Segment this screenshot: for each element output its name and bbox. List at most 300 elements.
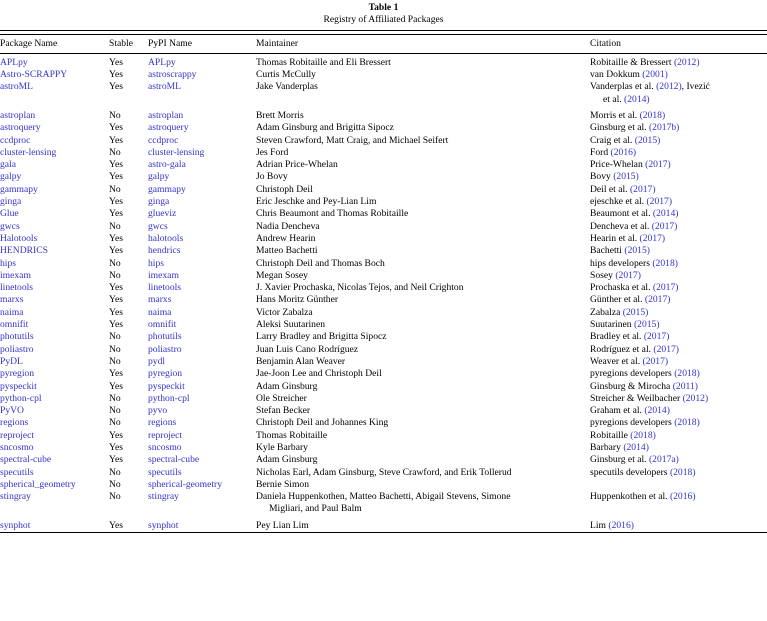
cell-stable: Yes	[109, 122, 123, 134]
cell-citation	[590, 307, 767, 319]
citation-authors: Suutarinen	[590, 319, 634, 331]
package-name-link[interactable]: regions	[0, 417, 29, 429]
cell-citation	[590, 233, 767, 245]
citation-year-link[interactable]: (2018)	[674, 368, 700, 380]
maintainer-line: Nicholas Earl, Adam Ginsburg, Steve Crawford, and Erik Tollerud	[256, 466, 512, 478]
pypi-name-link[interactable]: ccdproc	[148, 134, 179, 146]
package-name-link[interactable]: pyregion	[0, 368, 35, 380]
cell-stable: No	[109, 257, 121, 269]
cell-pypi-name	[148, 356, 256, 368]
pypi-name-link[interactable]: gammapy	[148, 183, 186, 195]
cell-package-name	[0, 147, 109, 159]
maintainer-line: Pey Lian Lim	[256, 519, 309, 531]
citation-authors: Graham et al.	[590, 405, 645, 417]
cell-package-name	[0, 307, 109, 319]
citation-authors: Deil et al.	[590, 183, 630, 195]
cell-package-name	[0, 196, 109, 208]
column-header-maintainer: Maintainer	[256, 37, 299, 49]
pypi-name-link[interactable]: specutils	[148, 466, 182, 478]
package-name-link[interactable]: photutils	[0, 331, 34, 343]
cell-stable: No	[109, 417, 121, 429]
package-name-link[interactable]: galpy	[0, 171, 22, 183]
cell-pypi-name	[148, 135, 256, 147]
cell-stable: Yes	[109, 134, 123, 146]
citation-year-link[interactable]: (2016)	[608, 519, 634, 531]
table-row	[0, 110, 767, 122]
cell-package-name	[0, 294, 109, 306]
cell-maintainer	[256, 344, 590, 356]
cell-maintainer	[256, 381, 590, 393]
table-row	[0, 405, 767, 417]
citation-authors: van Dokkum	[590, 69, 643, 81]
citation-authors: Huppenkothen et al.	[590, 491, 670, 503]
pypi-name-link[interactable]: pyregion	[148, 368, 183, 380]
table-title: Registry of Affiliated Packages	[323, 14, 444, 26]
pypi-name-link[interactable]: pydl	[148, 355, 166, 367]
citation-authors: Zabalza	[590, 306, 623, 318]
cell-maintainer	[256, 282, 590, 294]
pypi-name-link[interactable]: omnifit	[148, 319, 177, 331]
cell-pypi-name	[148, 294, 256, 306]
cell-package-name	[0, 270, 109, 282]
citation-year-link[interactable]: (2015)	[633, 319, 660, 331]
cell-package-name	[0, 171, 109, 183]
cell-stable: No	[109, 183, 121, 195]
cell-pypi-name	[148, 442, 256, 454]
package-name-link[interactable]: HENDRICS	[0, 245, 48, 257]
cell-pypi-name	[148, 147, 256, 159]
package-name-link[interactable]: APLpy	[0, 56, 28, 68]
cell-pypi-name	[148, 331, 256, 343]
pypi-name-link[interactable]: regions	[148, 417, 177, 429]
cell-stable: No	[109, 343, 121, 355]
citation-year-link[interactable]: (2018)	[639, 109, 666, 121]
cell-citation	[590, 520, 767, 533]
column-header-row	[0, 34, 767, 53]
package-name-link[interactable]: spectral-cube	[0, 454, 52, 466]
pypi-name-link[interactable]: naima	[148, 306, 172, 318]
maintainer-line: Aleksi Suutarinen	[256, 319, 326, 331]
cell-citation	[590, 258, 767, 270]
cell-stable: No	[109, 491, 121, 503]
citation-authors: Morris et al.	[590, 109, 640, 121]
cell-maintainer	[256, 110, 590, 122]
cell-stable: Yes	[109, 368, 123, 380]
cell-stable: No	[109, 355, 121, 367]
citation-year-link[interactable]: (2011)	[672, 380, 698, 392]
cell-citation	[590, 417, 767, 429]
maintainer-line: Curtis McCully	[256, 69, 316, 81]
maintainer-line: Christoph Deil and Johannes King	[256, 417, 389, 429]
pypi-name-link[interactable]: astro-gala	[148, 159, 186, 171]
citation-authors: hips developers	[590, 257, 653, 269]
cell-package-name	[0, 54, 109, 69]
column-header-citation: Citation	[590, 37, 621, 49]
pypi-name-link[interactable]: glueviz	[148, 208, 177, 220]
maintainer-line: Christoph Deil and Thomas Boch	[256, 257, 385, 269]
pypi-name-link[interactable]: pyspeckit	[148, 380, 185, 392]
pypi-name-link[interactable]: poliastro	[148, 343, 182, 355]
affiliated-packages-table	[0, 30, 767, 533]
table-row	[0, 479, 767, 491]
cell-citation	[590, 69, 767, 81]
cell-citation	[590, 221, 767, 233]
maintainer-line: Christoph Deil	[256, 183, 313, 195]
table-row	[0, 442, 767, 454]
package-name-link[interactable]: hips	[0, 257, 16, 269]
table-row	[0, 319, 767, 331]
pypi-name-link[interactable]: hendrics	[148, 245, 181, 257]
maintainer-line: Adam Ginsburg and Brigitta Sipocz	[256, 122, 394, 134]
package-name-link[interactable]: PyDL	[0, 355, 23, 367]
citation-authors: Bradley et al.	[590, 331, 644, 343]
package-name-link[interactable]: PyVO	[0, 405, 24, 417]
cell-citation	[590, 122, 767, 134]
pypi-name-link[interactable]: python-cpl	[148, 392, 190, 404]
cell-citation	[590, 467, 767, 479]
cell-maintainer	[256, 520, 590, 533]
package-name-link[interactable]: sncosmo	[0, 442, 34, 453]
pypi-name-link[interactable]: photutils	[148, 331, 182, 343]
cell-package-name	[0, 282, 109, 294]
table-row	[0, 467, 767, 479]
cell-package-name	[0, 467, 109, 479]
table-row	[0, 159, 767, 171]
cell-citation	[590, 442, 767, 454]
maintainer-line: Nadia Dencheva	[256, 220, 320, 232]
citation-year-link[interactable]: (2017)	[639, 232, 666, 244]
citation-year-link[interactable]: (2018)	[652, 257, 678, 269]
pypi-name-link[interactable]: astroquery	[148, 122, 189, 134]
citation-year-link[interactable]: (2017)	[642, 355, 669, 367]
cell-pypi-name	[148, 184, 256, 196]
citation-year-link[interactable]: (2017a)	[648, 454, 679, 466]
pypi-name-link[interactable]: stingray	[148, 491, 179, 503]
table-row	[0, 233, 767, 245]
pypi-name-link[interactable]: imexam	[148, 269, 179, 281]
pypi-name-link[interactable]: astroscrappy	[148, 69, 197, 81]
package-name-link[interactable]: ccdproc	[0, 134, 31, 146]
cell-stable: Yes	[109, 306, 123, 318]
cell-citation	[590, 184, 767, 196]
citation-authors: Hearin et al.	[590, 232, 640, 244]
column-header-stable: Stable	[109, 37, 133, 49]
cell-package-name	[0, 319, 109, 331]
maintainer-line: Kyle Barbary	[256, 442, 308, 453]
cell-pypi-name	[148, 208, 256, 220]
citation-year-link[interactable]: (2014)	[644, 405, 670, 417]
pypi-name-link[interactable]: spectral-cube	[148, 454, 200, 466]
cell-stable: No	[109, 405, 121, 417]
citation-authors: specutils developers	[590, 466, 670, 478]
package-name-link[interactable]: pyspeckit	[0, 380, 37, 392]
cell-citation	[590, 147, 767, 159]
pypi-name-link[interactable]: cluster-lensing	[148, 146, 205, 158]
maintainer-line-continued: Migliari, and Paul Balm	[269, 503, 362, 515]
maintainer-line: Brett Morris	[256, 109, 304, 121]
cell-package-name	[0, 122, 109, 134]
table-row	[0, 430, 767, 442]
citation-authors: Ginsburg et al.	[590, 122, 649, 134]
citation-year-link[interactable]: (2017)	[629, 183, 656, 195]
cell-stable: Yes	[109, 56, 123, 68]
cell-stable: Yes	[109, 319, 123, 331]
table-body	[0, 54, 767, 533]
citation-year-link[interactable]: (2017)	[653, 343, 679, 355]
pypi-name-link[interactable]: synphot	[148, 519, 179, 531]
cell-pypi-name	[148, 54, 256, 69]
maintainer-line: Eric Jeschke and Pey-Lian Lim	[256, 196, 377, 208]
cell-package-name	[0, 245, 109, 257]
table-caption	[0, 0, 767, 26]
cell-maintainer	[256, 159, 590, 171]
table-row	[0, 208, 767, 220]
cell-maintainer	[256, 208, 590, 220]
cell-pypi-name	[148, 467, 256, 479]
package-name-link[interactable]: cluster-lensing	[0, 146, 57, 158]
pypi-name-link[interactable]: marxs	[148, 294, 172, 306]
pypi-name-link[interactable]: spherical-geometry	[148, 478, 223, 490]
maintainer-line: Jae-Joon Lee and Christoph Deil	[256, 368, 382, 380]
citation-year-link[interactable]: (2012)	[656, 81, 682, 93]
cell-package-name	[0, 159, 109, 171]
citation-authors: ejeschke et al.	[590, 196, 647, 208]
maintainer-line: Megan Sosey	[256, 269, 308, 281]
cell-pypi-name	[148, 520, 256, 533]
cell-citation	[590, 282, 767, 294]
maintainer-line: Daniela Huppenkothen, Matteo Bachetti, Abigail Stevens, Simone	[256, 491, 511, 503]
cell-maintainer	[256, 479, 590, 491]
cell-stable: Yes	[109, 245, 123, 257]
cell-citation	[590, 479, 767, 491]
cell-stable: No	[109, 109, 121, 121]
citation-year-link[interactable]: (2014)	[623, 442, 649, 453]
cell-maintainer	[256, 171, 590, 183]
maintainer-line: Benjamin Alan Weaver	[256, 355, 346, 367]
citation-authors: Weaver et al.	[590, 355, 643, 367]
cell-pypi-name	[148, 159, 256, 171]
package-name-link[interactable]: reproject	[0, 429, 35, 441]
citation-year-link[interactable]: (2017)	[644, 294, 671, 306]
maintainer-line: Jake Vanderplas	[256, 81, 318, 93]
cell-citation	[590, 331, 767, 343]
cell-package-name	[0, 430, 109, 442]
citation-year-link[interactable]: (2017)	[645, 159, 671, 171]
citation-year-link[interactable]: (2015)	[624, 245, 650, 257]
cell-stable: Yes	[109, 196, 123, 208]
cell-pypi-name	[148, 122, 256, 134]
citation-authors-second: , Ivezić	[681, 81, 710, 93]
maintainer-line: Chris Beaumont and Thomas Robitaille	[256, 208, 409, 220]
citation-year-link[interactable]: (2017)	[643, 331, 670, 343]
maintainer-line: Andrew Hearin	[256, 232, 316, 244]
package-name-link[interactable]: gammapy	[0, 183, 38, 195]
citation-year-link[interactable]: (2014)	[652, 208, 679, 220]
cell-package-name	[0, 368, 109, 380]
cell-pypi-name	[148, 405, 256, 417]
cell-citation	[590, 270, 767, 282]
cell-maintainer	[256, 245, 590, 257]
cell-package-name	[0, 233, 109, 245]
maintainer-line: Adrian Price-Whelan	[256, 159, 338, 171]
table-row	[0, 221, 767, 233]
citation-authors: Rodríguez et al.	[590, 343, 654, 355]
citation-year-link[interactable]: (2017)	[646, 196, 673, 208]
cell-maintainer	[256, 147, 590, 159]
table-row	[0, 69, 767, 81]
table-row	[0, 184, 767, 196]
package-name-link[interactable]: specutils	[0, 466, 34, 478]
citation-year-link-second[interactable]: (2014)	[624, 93, 650, 105]
cell-stable: Yes	[109, 208, 123, 220]
citation-year-link[interactable]: (2001)	[642, 69, 668, 81]
cell-pypi-name	[148, 221, 256, 233]
package-name-link[interactable]: naima	[0, 306, 24, 318]
cell-maintainer	[256, 442, 590, 454]
cell-pypi-name	[148, 319, 256, 331]
cell-package-name	[0, 135, 109, 147]
maintainer-line: Jes Ford	[256, 146, 289, 158]
citation-authors: Robitaille	[590, 429, 631, 441]
citation-year-link[interactable]: (2017)	[651, 220, 678, 232]
package-name-link[interactable]: marxs	[0, 294, 24, 306]
cell-citation	[590, 393, 767, 405]
package-name-link[interactable]: stingray	[0, 491, 31, 503]
pypi-name-link[interactable]: ginga	[148, 196, 170, 208]
cell-package-name	[0, 344, 109, 356]
cell-package-name	[0, 491, 109, 516]
cell-stable: No	[109, 331, 121, 343]
pypi-name-link[interactable]: astroML	[148, 81, 182, 93]
cell-pypi-name	[148, 491, 256, 516]
cell-maintainer	[256, 54, 590, 69]
citation-year-link[interactable]: (2017b)	[648, 122, 680, 134]
pypi-name-link[interactable]: halotools	[148, 232, 184, 244]
cell-pypi-name	[148, 393, 256, 405]
citation-year-link[interactable]: (2018)	[630, 429, 656, 441]
cell-maintainer	[256, 405, 590, 417]
cell-pypi-name	[148, 196, 256, 208]
cell-citation	[590, 454, 767, 466]
package-name-link[interactable]: synphot	[0, 519, 31, 531]
package-name-link[interactable]: gala	[0, 159, 16, 171]
citation-year-link[interactable]: (2016)	[669, 491, 696, 503]
package-name-link[interactable]: poliastro	[0, 343, 34, 355]
cell-maintainer	[256, 184, 590, 196]
citation-authors: Ford	[590, 146, 611, 158]
maintainer-line: Hans Moritz Günther	[256, 294, 339, 306]
citation-year-link[interactable]: (2015)	[634, 134, 661, 146]
table-row	[0, 245, 767, 257]
citation-year-link[interactable]: (2017)	[652, 282, 679, 294]
citation-year-link[interactable]: (2018)	[674, 417, 700, 429]
citation-authors: Robitaille & Bressert	[590, 56, 674, 68]
maintainer-line: Ole Streicher	[256, 392, 307, 404]
pypi-name-link[interactable]: APLpy	[148, 56, 176, 68]
pypi-name-link[interactable]: hips	[148, 257, 164, 269]
citation-authors: Ginsburg et al.	[590, 454, 649, 466]
cell-maintainer	[256, 258, 590, 270]
citation-year-link[interactable]: (2017)	[615, 269, 641, 281]
maintainer-line: Stefan Becker	[256, 405, 311, 417]
cell-stable: No	[109, 269, 121, 281]
package-name-link[interactable]: astroquery	[0, 122, 41, 134]
citation-authors: Barbary	[590, 442, 624, 453]
package-name-link[interactable]: Glue	[0, 208, 19, 220]
maintainer-line: Matteo Bachetti	[256, 245, 318, 257]
citation-year-link[interactable]: (2016)	[610, 146, 637, 158]
cell-maintainer	[256, 417, 590, 429]
cell-citation	[590, 135, 767, 147]
cell-package-name	[0, 110, 109, 122]
pypi-name-link[interactable]: sncosmo	[148, 442, 182, 453]
cell-stable: Yes	[109, 380, 123, 392]
citation-year-link[interactable]: (2012)	[682, 392, 709, 404]
table-row	[0, 520, 767, 533]
cell-stable: Yes	[109, 442, 123, 453]
package-name-link[interactable]: imexam	[0, 269, 31, 281]
package-name-link[interactable]: Halotools	[0, 232, 38, 244]
citation-year-link[interactable]: (2015)	[622, 306, 649, 318]
pypi-name-link[interactable]: gwcs	[148, 220, 168, 232]
package-name-link[interactable]: astroML	[0, 81, 34, 93]
cell-stable: Yes	[109, 429, 123, 441]
pypi-name-link[interactable]: reproject	[148, 429, 183, 441]
cell-pypi-name	[148, 381, 256, 393]
cell-maintainer	[256, 368, 590, 380]
maintainer-line: Jo Bovy	[256, 171, 288, 183]
package-name-link[interactable]: linetools	[0, 282, 34, 294]
cell-package-name	[0, 184, 109, 196]
cell-stable: No	[109, 146, 121, 158]
package-name-link[interactable]: ginga	[0, 196, 22, 208]
cell-citation	[590, 344, 767, 356]
cell-citation	[590, 319, 767, 331]
table-row	[0, 454, 767, 466]
cell-pypi-name	[148, 430, 256, 442]
cell-maintainer	[256, 430, 590, 442]
cell-citation	[590, 430, 767, 442]
citation-authors: Beaumont et al.	[590, 208, 653, 220]
cell-stable: Yes	[109, 69, 123, 81]
cell-pypi-name	[148, 245, 256, 257]
citation-authors: Price-Whelan	[590, 159, 646, 171]
citation-year-link[interactable]: (2012)	[673, 56, 700, 68]
package-name-link[interactable]: spherical_geometry	[0, 478, 76, 490]
pypi-name-link[interactable]: linetools	[148, 282, 182, 294]
cell-stable: No	[109, 478, 121, 490]
citation-year-link[interactable]: (2015)	[613, 171, 639, 183]
cell-package-name	[0, 221, 109, 233]
package-name-link[interactable]: astroplan	[0, 109, 36, 121]
citation-year-link[interactable]: (2018)	[669, 466, 696, 478]
pypi-name-link[interactable]: galpy	[148, 171, 170, 183]
package-name-link[interactable]: gwcs	[0, 220, 20, 232]
cell-maintainer	[256, 393, 590, 405]
package-name-link[interactable]: Astro-SCRAPPY	[0, 69, 68, 81]
citation-authors: Ginsburg & Mirocha	[590, 380, 673, 392]
cell-package-name	[0, 520, 109, 533]
pypi-name-link[interactable]: pyvo	[148, 405, 168, 417]
cell-stable: Yes	[109, 159, 123, 171]
package-name-link[interactable]: omnifit	[0, 319, 29, 331]
cell-maintainer	[256, 331, 590, 343]
package-name-link[interactable]: python-cpl	[0, 392, 42, 404]
cell-package-name	[0, 393, 109, 405]
cell-pypi-name	[148, 307, 256, 319]
cell-stable: Yes	[109, 294, 123, 306]
pypi-name-link[interactable]: astroplan	[148, 109, 184, 121]
